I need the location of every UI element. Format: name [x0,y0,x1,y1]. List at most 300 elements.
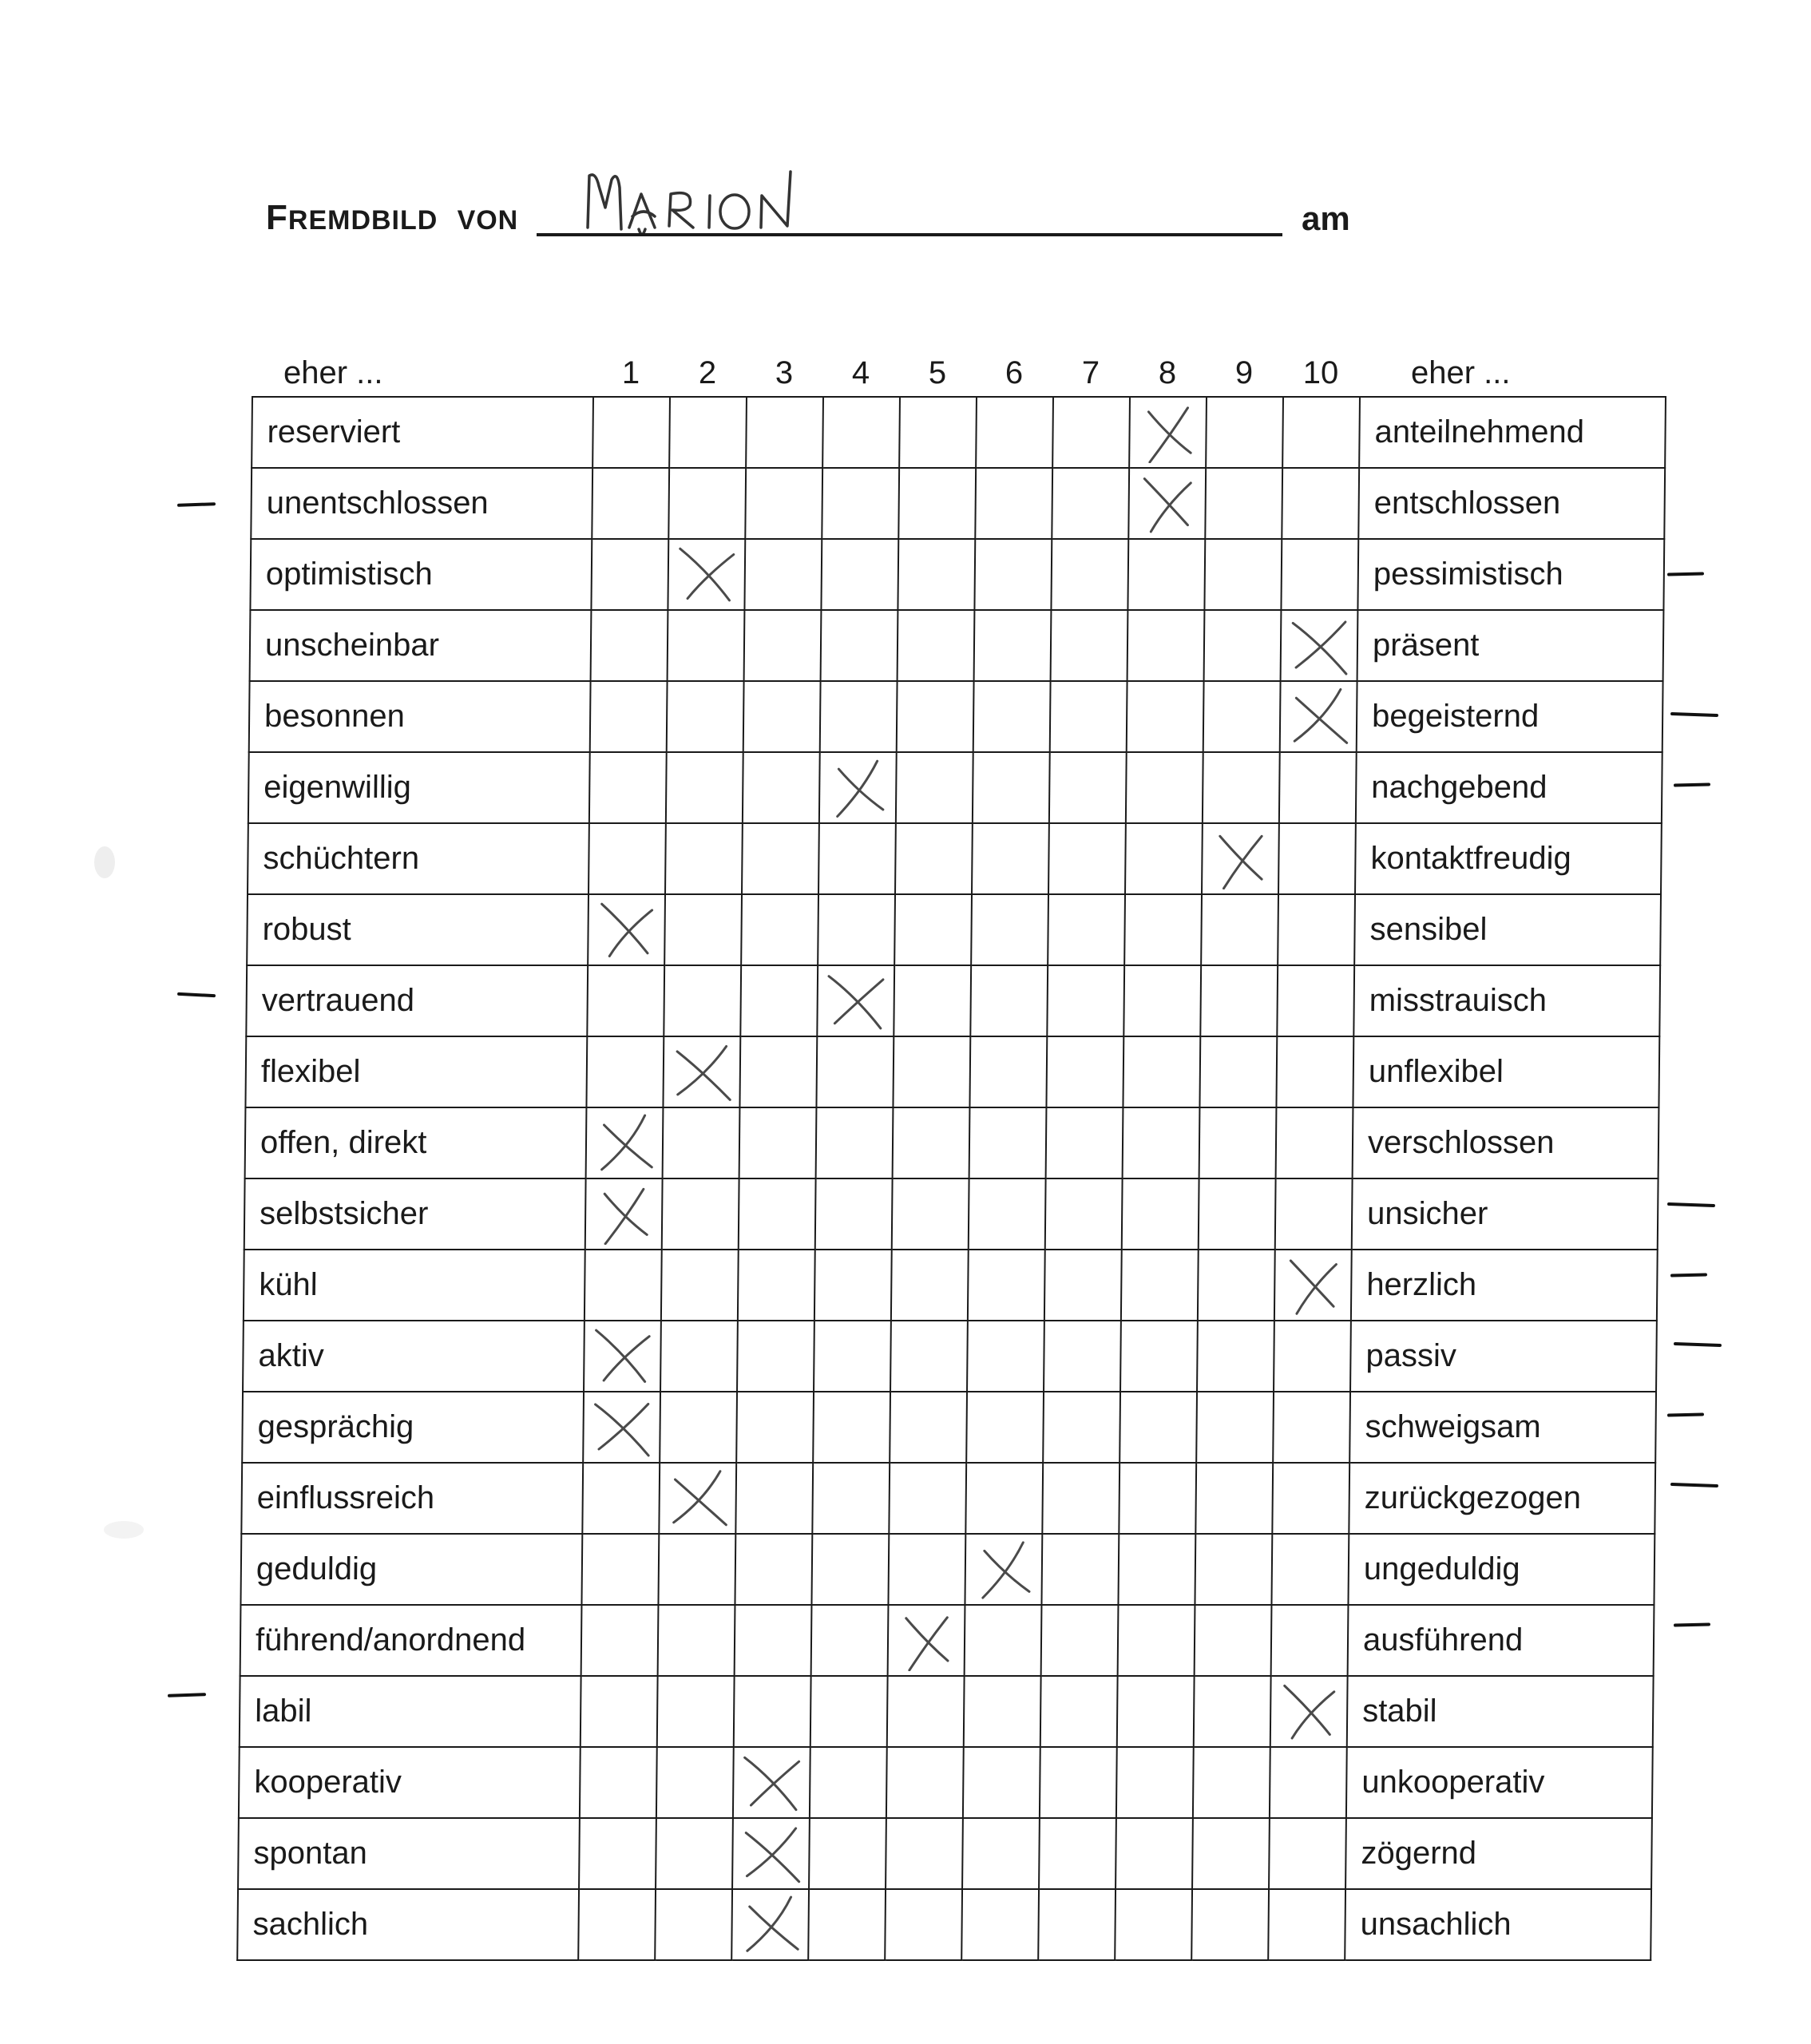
column-number-1: 1 [621,355,640,390]
date-label: am [1302,200,1350,237]
scan-speck [104,1521,144,1539]
rating-cell-7[interactable] [1044,1250,1122,1321]
rating-cell-10[interactable] [1274,1250,1352,1321]
rating-cell-2[interactable] [656,1818,733,1889]
rating-cell-7[interactable] [1050,681,1127,752]
rating-cell-6[interactable] [967,1321,1044,1392]
rating-cell-3[interactable] [743,681,821,752]
rating-cell-8[interactable] [1120,1321,1198,1392]
rating-cell-10[interactable] [1274,1321,1351,1392]
rating-cell-10[interactable] [1277,965,1354,1036]
rating-cell-2[interactable] [660,1392,737,1463]
checkmark-x-icon [1280,1255,1348,1316]
margin-tick-right [1670,712,1718,717]
trait-right: stabil [1347,1676,1654,1747]
rating-cell-8[interactable] [1118,1605,1195,1676]
rating-cell-1[interactable] [590,681,668,752]
rating-cell-4[interactable] [813,1392,890,1463]
rating-cell-7[interactable] [1041,1605,1119,1676]
rating-cell-4[interactable] [809,1818,886,1889]
checkmark-x-icon [894,1610,961,1671]
rating-cell-5[interactable] [888,1534,965,1605]
rating-cell-4[interactable] [822,397,900,468]
rating-cell-2[interactable] [662,1178,739,1250]
rating-cell-3[interactable] [746,397,823,468]
trait-right: zurückgezogen [1349,1463,1655,1534]
rating-cell-3[interactable] [740,965,818,1036]
rating-cell-4[interactable] [822,468,899,539]
margin-tick-left [177,992,216,997]
rating-cell-3[interactable] [739,1107,817,1178]
rating-cell-9[interactable] [1198,1250,1275,1321]
column-number-3: 3 [775,355,794,390]
rating-cell-7[interactable] [1048,823,1126,894]
rating-cell-9[interactable] [1206,397,1283,468]
table-row [238,1818,1652,1889]
rating-cell-7[interactable] [1044,1321,1121,1392]
rating-cell-7[interactable] [1051,610,1128,681]
rating-cell-9[interactable] [1196,1392,1274,1463]
margin-tick-left [177,502,216,507]
rating-cell-3[interactable] [737,1321,814,1392]
rating-cell-8[interactable] [1123,1107,1200,1178]
right-column-header: eher ... [1411,355,1511,390]
rating-cell-1[interactable] [581,1534,659,1605]
rating-cell-5[interactable] [898,610,975,681]
checkmark-x-icon [589,1326,657,1387]
checkmark-x-icon [822,971,890,1032]
rating-cell-9[interactable] [1200,965,1278,1036]
rating-cell-2[interactable] [665,823,743,894]
rating-cell-9[interactable] [1202,823,1279,894]
rating-cell-4[interactable] [810,1676,888,1747]
rating-cell-7[interactable] [1052,468,1129,539]
rating-cell-5[interactable] [886,1747,964,1818]
rating-cell-4[interactable] [816,1036,894,1107]
rating-cell-10[interactable] [1269,1818,1346,1889]
table-row [248,823,1662,894]
rating-cell-2[interactable] [669,397,747,468]
rating-cell-7[interactable] [1052,397,1130,468]
table-row [246,965,1660,1036]
rating-cell-7[interactable] [1049,752,1127,823]
trait-right: schweigsam [1349,1392,1656,1463]
rating-cell-1[interactable] [585,1178,663,1250]
trait-right: unsicher [1352,1178,1658,1250]
rating-cell-1[interactable] [578,1889,656,1960]
rating-cell-4[interactable] [816,1107,894,1178]
rating-cell-8[interactable] [1127,610,1205,681]
handwritten-name-drawing [581,164,869,252]
rating-cell-2[interactable] [668,610,745,681]
margin-tick-right [1670,1273,1707,1277]
rating-cell-4[interactable] [812,1463,890,1534]
rating-cell-8[interactable] [1115,1889,1192,1960]
rating-cell-8[interactable] [1122,1178,1199,1250]
rating-cell-10[interactable] [1282,397,1360,468]
rating-cell-8[interactable] [1119,1392,1197,1463]
rating-cell-4[interactable] [814,1321,891,1392]
rating-cell-8[interactable] [1126,752,1203,823]
trait-right: misstrauisch [1353,965,1660,1036]
trait-right: passiv [1350,1321,1657,1392]
rating-cell-7[interactable] [1043,1392,1120,1463]
rating-cell-6[interactable] [976,397,1053,468]
rating-cell-3[interactable] [734,1676,811,1747]
rating-cell-8[interactable] [1127,681,1204,752]
rating-cell-5[interactable] [899,397,977,468]
checkmark-x-icon [593,900,661,961]
margin-tick-right [1667,1412,1704,1416]
trait-right: unsachlich [1345,1889,1651,1960]
rating-cell-6[interactable] [964,1676,1041,1747]
trait-right: entschlossen [1358,468,1665,539]
trait-left: reserviert [252,397,593,468]
rating-cell-6[interactable] [972,823,1049,894]
rating-cell-3[interactable] [736,1392,814,1463]
rating-cell-4[interactable] [814,1250,892,1321]
rating-cell-5[interactable] [890,1321,968,1392]
trait-left: kühl [244,1250,585,1321]
rating-cell-8[interactable] [1123,965,1201,1036]
trait-left: eigenwillig [248,752,590,823]
rating-cell-7[interactable] [1048,894,1125,965]
rating-cell-5[interactable] [893,1036,970,1107]
rating-cell-9[interactable] [1199,1178,1276,1250]
trait-left: optimistisch [250,539,592,610]
rating-cell-4[interactable] [817,965,894,1036]
rating-cell-5[interactable] [885,1889,962,1960]
rating-cell-6[interactable] [966,1392,1044,1463]
column-number-6: 6 [1005,355,1024,390]
rating-cell-4[interactable] [821,610,898,681]
rating-cell-2[interactable] [659,1463,736,1534]
rating-cell-9[interactable] [1191,1889,1269,1960]
column-number-5: 5 [928,355,947,390]
trait-right: unflexibel [1353,1036,1659,1107]
rating-cell-9[interactable] [1192,1818,1270,1889]
trait-left: geduldig [240,1534,582,1605]
rating-cell-6[interactable] [975,468,1052,539]
rating-cell-1[interactable] [579,1818,656,1889]
rating-cell-9[interactable] [1195,1605,1272,1676]
trait-right: nachgebend [1356,752,1662,823]
rating-cell-3[interactable] [735,1605,812,1676]
rating-cell-6[interactable] [962,1818,1040,1889]
rating-cell-7[interactable] [1042,1463,1119,1534]
rating-cell-8[interactable] [1129,397,1207,468]
rating-cell-6[interactable] [971,894,1048,965]
rating-cell-10[interactable] [1271,1605,1349,1676]
table-row [245,1107,1659,1178]
rating-cell-1[interactable] [580,1747,657,1818]
rating-cell-2[interactable] [660,1321,738,1392]
rating-cell-9[interactable] [1201,894,1278,965]
table-row [241,1463,1655,1534]
form-title [266,198,518,238]
checkmark-x-icon [1134,473,1202,534]
rating-cell-8[interactable] [1124,894,1202,965]
rating-cell-8[interactable] [1127,539,1205,610]
rating-cell-6[interactable] [969,1036,1047,1107]
rating-cell-4[interactable] [820,681,898,752]
rating-cell-9[interactable] [1199,1107,1277,1178]
rating-cell-2[interactable] [663,1036,740,1107]
rating-cell-9[interactable] [1205,468,1282,539]
rating-cell-8[interactable] [1119,1463,1196,1534]
rating-cell-3[interactable] [732,1818,810,1889]
rating-cell-1[interactable] [584,1321,661,1392]
rating-cell-4[interactable] [818,894,895,965]
rating-cell-10[interactable] [1280,681,1357,752]
rating-cell-5[interactable] [886,1818,963,1889]
rating-cell-10[interactable] [1281,610,1358,681]
rating-cell-8[interactable] [1116,1818,1193,1889]
rating-cell-10[interactable] [1279,752,1357,823]
rating-cell-2[interactable] [664,894,742,965]
trait-right: begeisternd [1357,681,1663,752]
rating-cell-8[interactable] [1118,1534,1195,1605]
checkmark-x-icon [673,545,741,605]
rating-cell-6[interactable] [965,1463,1043,1534]
rating-cell-3[interactable] [744,610,822,681]
rating-cell-10[interactable] [1270,1676,1348,1747]
rating-cell-6[interactable] [973,681,1051,752]
trait-left: besonnen [249,681,591,752]
rating-cell-1[interactable] [592,397,670,468]
rating-cell-7[interactable] [1041,1534,1119,1605]
rating-cell-4[interactable] [818,823,896,894]
rating-cell-9[interactable] [1195,1534,1272,1605]
rating-cell-1[interactable] [581,1676,658,1747]
rating-cell-2[interactable] [664,965,741,1036]
rating-cell-6[interactable] [963,1747,1040,1818]
rating-cell-5[interactable] [894,894,972,965]
rating-cell-3[interactable] [739,1036,817,1107]
rating-cell-3[interactable] [735,1534,812,1605]
rating-cell-5[interactable] [894,965,971,1036]
rating-cell-9[interactable] [1195,1463,1273,1534]
rating-cell-4[interactable] [808,1889,886,1960]
checkmark-x-icon [592,1113,660,1174]
trait-left: schüchtern [248,823,589,894]
title-initial: F [266,198,288,237]
rating-cell-7[interactable] [1046,1036,1123,1107]
rating-cell-1[interactable] [585,1250,662,1321]
rating-cell-8[interactable] [1125,823,1203,894]
rating-cell-9[interactable] [1204,610,1282,681]
rating-cell-10[interactable] [1273,1392,1350,1463]
rating-cell-6[interactable] [969,1178,1046,1250]
rating-cell-7[interactable] [1040,1676,1118,1747]
title-von: VON [457,205,519,236]
rating-cell-2[interactable] [657,1676,735,1747]
rating-cell-1[interactable] [586,1036,664,1107]
trait-right: anteilnehmend [1359,397,1666,468]
rating-cell-3[interactable] [738,1250,815,1321]
rating-cell-5[interactable] [889,1463,966,1534]
rating-cell-8[interactable] [1116,1747,1194,1818]
margin-tick-right [1670,1483,1718,1487]
checkmark-x-icon [1207,829,1275,889]
rating-cell-7[interactable] [1038,1889,1116,1960]
checkmark-x-icon [825,758,893,818]
checkmark-x-icon [738,1824,806,1884]
checkmark-x-icon [664,1468,732,1529]
rating-cell-8[interactable] [1128,468,1206,539]
rating-cell-10[interactable] [1278,894,1355,965]
rating-cell-2[interactable] [658,1605,735,1676]
rating-cell-6[interactable] [961,1889,1039,1960]
rating-cell-8[interactable] [1123,1036,1200,1107]
trait-left: sachlich [237,1889,579,1960]
rating-cell-7[interactable] [1047,965,1124,1036]
rating-cell-3[interactable] [739,1178,816,1250]
checkmark-x-icon [971,1539,1039,1600]
trait-right: unkooperativ [1346,1747,1653,1818]
rating-cell-1[interactable] [586,1107,664,1178]
rating-cell-6[interactable] [970,965,1048,1036]
rating-cell-5[interactable] [895,823,973,894]
rating-cell-7[interactable] [1051,539,1128,610]
rating-cell-2[interactable] [663,1107,740,1178]
rating-cell-10[interactable] [1275,1178,1353,1250]
checkmark-x-icon [591,1184,659,1245]
rating-cell-9[interactable] [1203,752,1280,823]
rating-cell-2[interactable] [667,681,744,752]
table-row [247,894,1661,965]
rating-cell-10[interactable] [1278,823,1356,894]
rating-cell-1[interactable] [588,894,665,965]
rating-cell-8[interactable] [1117,1676,1195,1747]
rating-cell-1[interactable] [591,539,668,610]
rating-cell-7[interactable] [1040,1747,1117,1818]
handwritten-name [581,164,869,252]
rating-cell-2[interactable] [656,1747,734,1818]
rating-cell-3[interactable] [733,1747,810,1818]
rating-cell-5[interactable] [896,752,973,823]
trait-left: gesprächig [242,1392,584,1463]
rating-cell-2[interactable] [666,752,743,823]
trait-left: unentschlossen [251,468,592,539]
rating-cell-9[interactable] [1197,1321,1274,1392]
rating-cell-1[interactable] [589,752,667,823]
rating-cell-2[interactable] [668,539,745,610]
rating-cell-5[interactable] [893,1107,970,1178]
rating-cell-4[interactable] [819,752,897,823]
trait-left: einflussreich [241,1463,583,1534]
rating-cell-10[interactable] [1271,1534,1349,1605]
rating-cell-3[interactable] [735,1463,813,1534]
trait-left: aktiv [243,1321,585,1392]
table-row [245,1036,1659,1107]
rating-cell-3[interactable] [731,1889,809,1960]
rating-cell-3[interactable] [745,468,822,539]
rating-cell-6[interactable] [965,1534,1042,1605]
rating-cell-10[interactable] [1270,1747,1347,1818]
rating-cell-4[interactable] [815,1178,893,1250]
trait-left: führend/anordnend [240,1605,582,1676]
column-number-7: 7 [1081,355,1100,390]
rating-cell-1[interactable] [591,610,668,681]
column-number-4: 4 [851,355,870,390]
rating-cell-5[interactable] [888,1605,965,1676]
rating-cell-3[interactable] [743,752,820,823]
rating-cell-1[interactable] [583,1392,660,1463]
rating-cell-2[interactable] [661,1250,739,1321]
rating-cell-10[interactable] [1276,1107,1353,1178]
rating-cell-5[interactable] [898,539,975,610]
rating-cell-6[interactable] [965,1605,1042,1676]
rating-cell-6[interactable] [969,1107,1047,1178]
rating-cell-2[interactable] [655,1889,732,1960]
checkmark-x-icon [737,1895,805,1955]
rating-cell-1[interactable] [582,1463,660,1534]
trait-right: ungeduldig [1348,1534,1654,1605]
rating-cell-5[interactable] [887,1676,965,1747]
rating-cell-10[interactable] [1276,1036,1353,1107]
rating-cell-9[interactable] [1194,1676,1271,1747]
rating-cell-5[interactable] [890,1392,967,1463]
rating-cell-7[interactable] [1046,1107,1123,1178]
checkmark-x-icon [739,1753,806,1813]
rating-cell-1[interactable] [587,965,664,1036]
rating-cell-10[interactable] [1268,1889,1345,1960]
table-row [240,1676,1654,1747]
rating-cell-4[interactable] [810,1747,887,1818]
rating-cell-9[interactable] [1193,1747,1270,1818]
rating-cell-5[interactable] [897,681,974,752]
rating-cell-10[interactable] [1281,539,1358,610]
rating-cell-10[interactable] [1282,468,1359,539]
rating-cell-1[interactable] [581,1605,659,1676]
rating-cell-3[interactable] [741,894,818,965]
margin-tick-right [1674,1342,1722,1347]
rating-cell-6[interactable] [968,1250,1045,1321]
margin-tick-right [1667,572,1704,576]
rating-cell-10[interactable] [1272,1463,1349,1534]
rating-cell-9[interactable] [1199,1036,1277,1107]
rating-cell-4[interactable] [811,1534,889,1605]
rating-cell-7[interactable] [1039,1818,1116,1889]
rating-cell-9[interactable] [1203,681,1281,752]
rating-cell-1[interactable] [592,468,669,539]
checkmark-x-icon [1286,616,1354,676]
rating-cell-4[interactable] [821,539,898,610]
rating-cell-3[interactable] [744,539,822,610]
rating-cell-3[interactable] [742,823,819,894]
table-row [244,1250,1658,1321]
rating-cell-4[interactable] [811,1605,889,1676]
rating-cell-2[interactable] [658,1534,735,1605]
rating-cell-6[interactable] [973,752,1050,823]
rating-cell-5[interactable] [891,1250,969,1321]
rating-cell-8[interactable] [1121,1250,1199,1321]
checkmark-x-icon [1135,402,1203,463]
rating-cell-7[interactable] [1045,1178,1123,1250]
rating-cell-6[interactable] [974,610,1052,681]
table-row [251,468,1665,539]
rating-table [236,396,1666,1961]
rating-cell-5[interactable] [898,468,976,539]
rating-cell-9[interactable] [1204,539,1282,610]
rating-cell-5[interactable] [892,1178,969,1250]
rating-cell-2[interactable] [668,468,746,539]
scan-speck [94,846,115,878]
rating-cell-6[interactable] [974,539,1052,610]
rating-cell-1[interactable] [588,823,666,894]
margin-tick-right [1667,1202,1715,1207]
